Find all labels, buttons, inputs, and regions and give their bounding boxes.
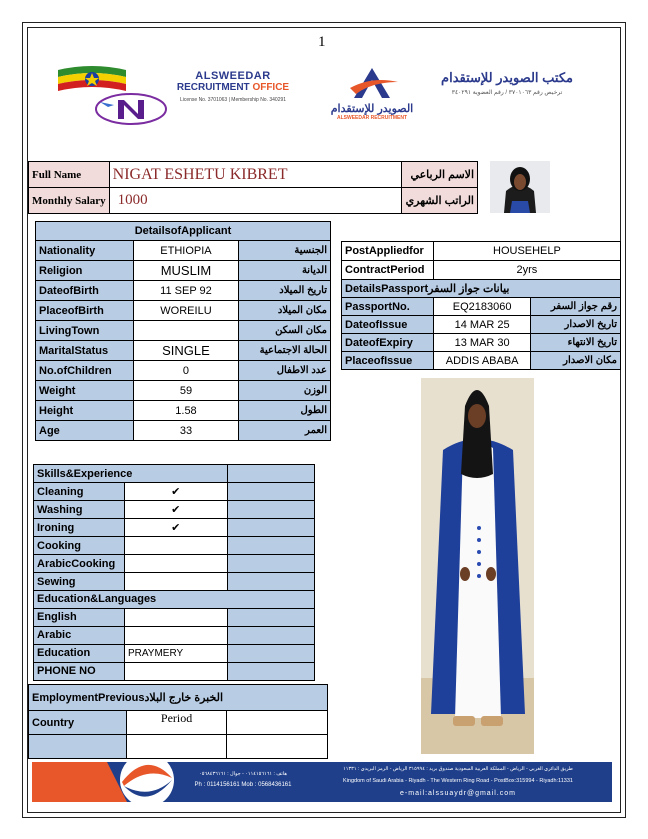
post-passport-table	[341, 241, 621, 370]
alsweedar-a-logo: الصويدر للإستقدام ALSWEEDAR RECRUITMENT	[322, 66, 422, 124]
alsweedar-title: ALSWEEDAR RECRUITMENT OFFICE License No. 3701063 | Membership No. 340291	[176, 70, 290, 103]
table-row: LivingTown مكان السكن	[36, 321, 331, 341]
table-row: PHONE NO	[34, 662, 315, 680]
table-row: ContractPeriod 2yrs	[342, 261, 621, 280]
footer-email: e-mail:alssuaydr@gmail.com	[400, 790, 516, 797]
table-row: Cooking	[34, 537, 315, 555]
table-row: Country Period	[29, 711, 328, 735]
table-row: PlaceofBirth WOREILU مكان الميلاد	[36, 301, 331, 321]
applicant-title: DetailsofApplicant	[36, 222, 331, 241]
salary-ar: الراتب الشهري	[402, 188, 478, 214]
footer-address-en: Kingdom of Saudi Arabia - Riyadh - The Western Ring Road - PostBox:315994 - Riyadh:11331	[343, 778, 573, 784]
footer-address-ar: طريق الدائري الغربي - الرياض - المملكة العربية السعودية صندوق بريد : ٣١٥٩٩٤ الرياض - الرمز البريدي : ١١٣٣١	[343, 766, 573, 772]
table-row: PassportNo. EQ2183060 رقم جواز السفر	[342, 298, 621, 316]
full-name-value: NIGAT ESHETU KIBRET	[109, 162, 401, 188]
table-row	[29, 735, 328, 759]
salary-value: 1000	[109, 188, 401, 214]
table-row: Weight 59 الوزن	[36, 381, 331, 401]
employment-title: EmploymentPreviousالخبرة خارج البلاد	[29, 685, 328, 711]
arabic-office-logo: مكتب الصويدر للإستقدام ترخيص رقم ٣٧٠١٠٦٣ / رقم العضوية ٣٤٠٢٩١	[441, 70, 573, 96]
full-name-label: Full Name	[29, 162, 110, 188]
page-number: 1	[318, 34, 326, 50]
footer-phone-ar: هاتف : ٠١١٤١٥٦١٦١ - جوال : ٠٥٦٨٤٣٦١٦١	[199, 771, 287, 777]
employment-table	[28, 684, 328, 759]
name-salary-table	[28, 161, 478, 214]
full-name-ar: الاسم الرباعي	[402, 162, 478, 188]
n-plane-logo	[94, 92, 168, 126]
table-row: Education PRAYMERY	[34, 644, 315, 662]
table-row: Age 33 العمر	[36, 421, 331, 441]
table-row: MaritalStatus SINGLE الحالة الاجتماعية	[36, 341, 331, 361]
table-row: Arabic	[34, 626, 315, 644]
table-row: Nationality ETHIOPIA الجنسية	[36, 241, 331, 261]
table-row: English	[34, 608, 315, 626]
table-row: Sewing	[34, 573, 315, 591]
table-row: Religion MUSLIM الديانة	[36, 261, 331, 281]
passport-header: DetailsPassportبيانات جواز السفر	[342, 280, 621, 298]
applicant-details-table	[35, 221, 331, 441]
table-row: Ironing ✔	[34, 519, 315, 537]
table-row: DateofExpiry 13 MAR 30 تاريخ الانتهاء	[342, 334, 621, 352]
education-title: Education&Languages	[34, 591, 315, 609]
footer-banner	[32, 762, 612, 802]
full-body-photo	[421, 378, 534, 754]
salary-label: Monthly Salary	[29, 188, 110, 214]
footer-phone-en: Ph : 0114156161 Mob : 0568436161	[194, 782, 292, 788]
table-row: Washing ✔	[34, 501, 315, 519]
table-row: DateofBirth 11 SEP 92 تاريخ الميلاد	[36, 281, 331, 301]
table-row: No.ofChildren 0 عدد الاطفال	[36, 361, 331, 381]
portrait-photo	[490, 161, 550, 213]
table-row: ArabicCooking	[34, 555, 315, 573]
table-row: PostAppliedfor HOUSEHELP	[342, 242, 621, 261]
table-row: Cleaning ✔	[34, 483, 315, 501]
table-row: Height 1.58 الطول	[36, 401, 331, 421]
table-row: DateofIssue 14 MAR 25 تاريخ الاصدار	[342, 316, 621, 334]
skills-title: Skills&Experience	[34, 465, 228, 483]
table-row: PlaceofIssue ADDIS ABABA مكان الاصدار	[342, 352, 621, 370]
skills-table	[33, 464, 315, 681]
